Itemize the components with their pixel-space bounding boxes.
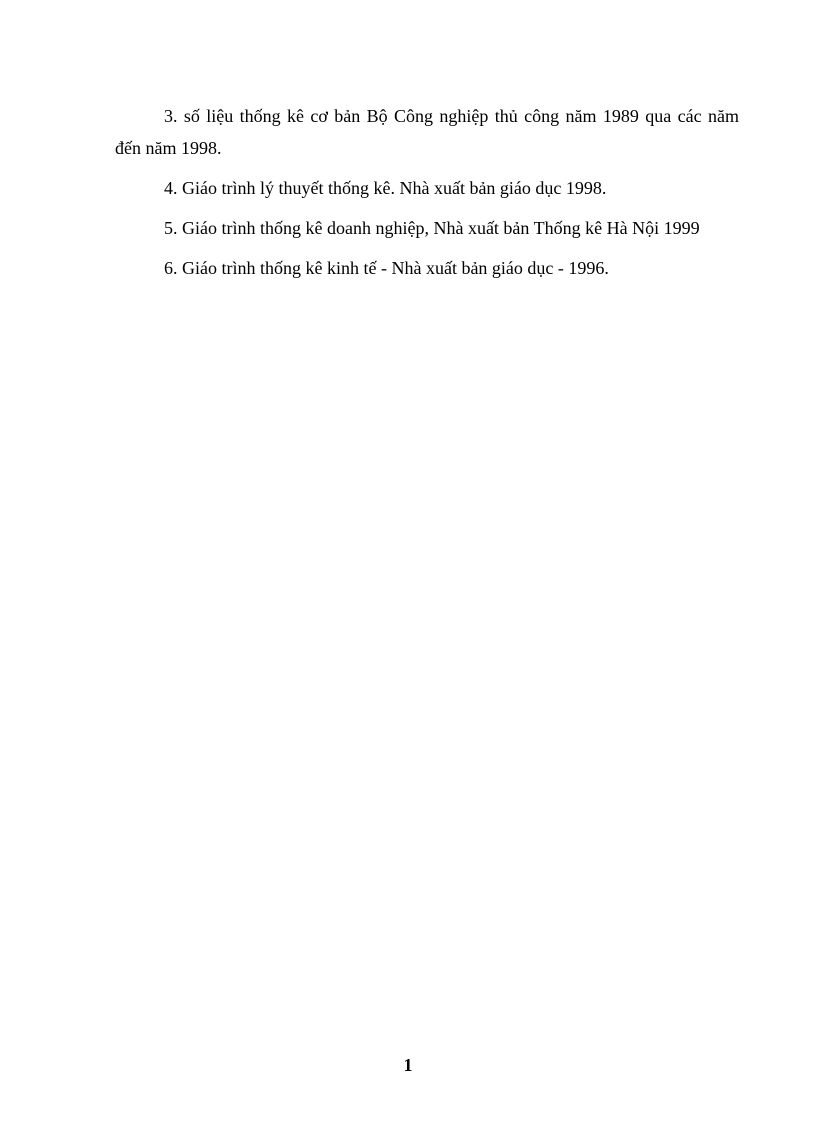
page-number: 1: [403, 1055, 413, 1075]
reference-item-4: 4. Giáo trình lý thuyết thống kê. Nhà xuất bản giáo dục 1998.: [164, 178, 607, 198]
reference-list: [115, 100, 739, 284]
reference-item-6: 6. Giáo trình thống kê kinh tế - Nhà xuất bản giáo dục - 1996.: [164, 258, 609, 278]
reference-item-5: 5. Giáo trình thống kê doanh nghiệp, Nhà xuất bản Thống kê Hà Nội 1999: [164, 218, 700, 238]
reference-item-3: 3. số liệu thống kê cơ bản Bộ Công nghiệp thủ công năm 1989 qua các năm đến năm 1998.: [115, 106, 739, 158]
